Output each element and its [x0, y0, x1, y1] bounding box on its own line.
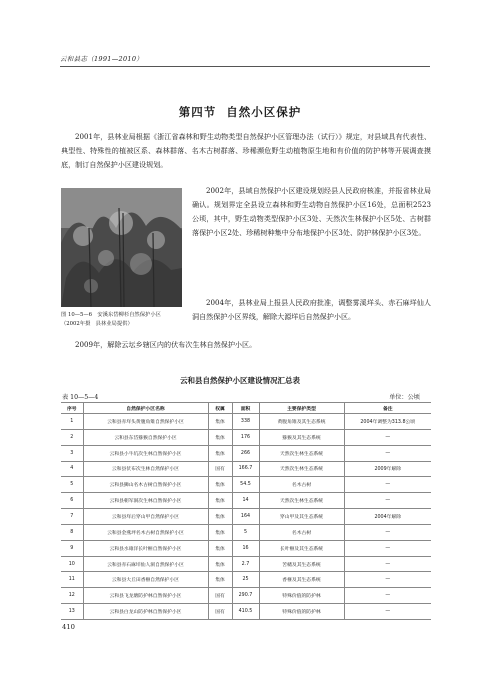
cell-name: 云和县飞龙塘防护林自然保护小区	[83, 588, 208, 604]
cell-index: 1	[61, 414, 83, 430]
header-rule	[60, 66, 430, 67]
cell-area: 25	[232, 572, 259, 588]
cell-note: 2009年解除	[344, 461, 431, 477]
running-header: 云和县志（1991—2010）	[60, 55, 144, 63]
cell-index: 5	[61, 477, 83, 493]
cell-area: 338	[232, 414, 259, 430]
cell-index: 3	[61, 445, 83, 461]
table-row	[61, 509, 431, 525]
figure-caption	[61, 311, 185, 329]
cell-index: 10	[61, 556, 83, 572]
reserves-table	[61, 402, 431, 620]
table-header-row	[61, 403, 431, 414]
cell-ownership: 集体	[208, 540, 232, 556]
paragraph-2002: 2002年，县域自然保护小区建设规划经县人民政府核准，并报省林业局确认。规划界定全县设立森林和野生动物自然保护小区16处，总面积2523公顷，其中，野生动物类型保护小区3处、天然次生林保护小区5处、古树群落保护小区2处、珍稀树种集中分布地保护小区3处、防护林保护小区3处。	[192, 186, 431, 237]
cell-area: 290.7	[232, 588, 259, 604]
cell-note: —	[344, 556, 431, 572]
cell-type: 名木古树	[259, 524, 344, 540]
cell-note: 2004年调整为313.8公顷	[344, 414, 431, 430]
cell-ownership: 集体	[208, 556, 232, 572]
cell-ownership: 集体	[208, 445, 232, 461]
cell-note: —	[344, 493, 431, 509]
paragraph-2001: 2001年，县林业局根据《浙江省森林和野生动物类型自然保护小区管理办法（试行）》规定，对县域具有代表性、典型性、特殊性的植被区系、森林群落、名木古树群落、珍稀濒危野生动植物原生地和有价值的防护林等开展调查摸底，制订自然保护小区建设规划。	[61, 132, 431, 169]
cell-name: 云和县赤垟头黄腹角雉自然保护小区	[83, 414, 208, 430]
cell-type: 天然次生林生态系统	[259, 445, 344, 461]
cell-name: 云和县白龙山防护林自然保护小区	[83, 604, 208, 620]
cell-ownership: 集体	[208, 429, 232, 445]
table-row	[61, 540, 431, 556]
cell-ownership: 集体	[208, 477, 232, 493]
cell-ownership: 集体	[208, 414, 232, 430]
forest-photo	[61, 188, 182, 307]
table-row	[61, 493, 431, 509]
cell-note: 2004年解除	[344, 509, 431, 525]
page-number: 410	[62, 623, 75, 631]
cell-note: —	[344, 540, 431, 556]
cell-name: 云和县水碓洋长叶榧自然保护小区	[83, 540, 208, 556]
cell-area: 14	[232, 493, 259, 509]
cell-index: 13	[61, 604, 83, 620]
cell-note: —	[344, 477, 431, 493]
cell-area: 410.5	[232, 604, 259, 620]
section-name: 自然小区保护	[226, 105, 302, 119]
cell-note: —	[344, 588, 431, 604]
cell-type: 天然次生林生态系统	[259, 493, 344, 509]
table-row	[61, 429, 431, 445]
paragraph-2004: 2004年，县林业局上报县人民政府批准，调整雾溪垟头、赤石麻垟仙人洞自然保护小区界线，解除大源垟后自然保护小区。	[192, 298, 431, 321]
cell-index: 9	[61, 540, 83, 556]
cell-type: 长叶榧及其生态系统	[259, 540, 344, 556]
cell-type: 特殊价值的防护林	[259, 604, 344, 620]
cell-ownership: 国有	[208, 461, 232, 477]
cell-ownership: 集体	[208, 509, 232, 525]
cell-name: 云和县东岱猕猴自然保护小区	[83, 429, 208, 445]
cell-ownership: 国有	[208, 604, 232, 620]
section-number: 第四节	[178, 105, 217, 119]
cell-area: 166.7	[232, 461, 259, 477]
col-header-area: 面积	[232, 403, 259, 414]
cell-ownership: 国有	[208, 588, 232, 604]
cell-index: 12	[61, 588, 83, 604]
cell-name: 云和县金燕坪名木古树自然保护小区	[83, 524, 208, 540]
table-row	[61, 477, 431, 493]
cell-area: 266	[232, 445, 259, 461]
cell-name: 云和县垟后穿山甲自然保护小区	[83, 509, 208, 525]
table-row	[61, 414, 431, 430]
table-row	[61, 445, 431, 461]
cell-note: —	[344, 572, 431, 588]
cell-index: 4	[61, 461, 83, 477]
cell-type: 黄腹角雉及其生态系统	[259, 414, 344, 430]
cell-ownership: 集体	[208, 572, 232, 588]
col-header-name: 自然保护小区名称	[83, 403, 208, 414]
paragraph-2009: 2009年，解除云坛乡辖区内的伏布次生林自然保护小区。	[75, 340, 257, 349]
cell-type: 香榧及其生态系统	[259, 572, 344, 588]
figure-caption-credit: （2002年摄 县林业局提供）	[61, 321, 133, 327]
col-header-index: 序号	[61, 403, 83, 414]
table-row	[61, 604, 431, 620]
forest-photo-image	[61, 188, 182, 307]
cell-name: 云和县小牛坑次生林自然保护小区	[83, 445, 208, 461]
cell-note: —	[344, 524, 431, 540]
cell-type: 天然次生林生态系统	[259, 461, 344, 477]
cell-index: 6	[61, 493, 83, 509]
table-number: 表 10—5—4	[62, 394, 99, 401]
cell-index: 7	[61, 509, 83, 525]
cell-ownership: 集体	[208, 524, 232, 540]
cell-area: 176	[232, 429, 259, 445]
col-header-ownership: 权属	[208, 403, 232, 414]
cell-index: 2	[61, 429, 83, 445]
col-header-type: 主要保护类型	[259, 403, 344, 414]
cell-name: 云和县大丘田香榧自然保护小区	[83, 572, 208, 588]
cell-type: 穿山甲及其生态系统	[259, 509, 344, 525]
cell-area: 2.7	[232, 556, 259, 572]
table-row	[61, 461, 431, 477]
cell-area: 54.5	[232, 477, 259, 493]
table-body	[61, 414, 431, 620]
cell-type: 特殊价值的防护林	[259, 588, 344, 604]
cell-type: 苦槠及其生态系统	[259, 556, 344, 572]
table-row	[61, 588, 431, 604]
cell-index: 11	[61, 572, 83, 588]
figure-caption-title: 图 10—5—6 安溪东岱柳杉自然保护小区	[61, 312, 161, 318]
cell-name: 云和县朝军洞次生林自然保护小区	[83, 493, 208, 509]
cell-name: 云和县伏布次生林自然保护小区	[83, 461, 208, 477]
cell-note: —	[344, 429, 431, 445]
table-unit: 单位：公顷	[389, 394, 420, 401]
col-header-note: 备注	[344, 403, 431, 414]
cell-note: —	[344, 604, 431, 620]
cell-name: 云和县狮山名木古树自然保护小区	[83, 477, 208, 493]
cell-index: 8	[61, 524, 83, 540]
table-row	[61, 572, 431, 588]
cell-ownership: 集体	[208, 493, 232, 509]
cell-area: 5	[232, 524, 259, 540]
cell-note: —	[344, 445, 431, 461]
section-title	[0, 104, 480, 120]
table-row	[61, 524, 431, 540]
cell-type: 猕猴及其生态系统	[259, 429, 344, 445]
cell-name: 云和县赤石麻垟仙人洞自然保护小区	[83, 556, 208, 572]
cell-type: 名木古树	[259, 477, 344, 493]
cell-area: 16	[232, 540, 259, 556]
table-title: 云和县自然保护小区建设情况汇总表	[180, 376, 300, 385]
table-row	[61, 556, 431, 572]
cell-area: 164	[232, 509, 259, 525]
